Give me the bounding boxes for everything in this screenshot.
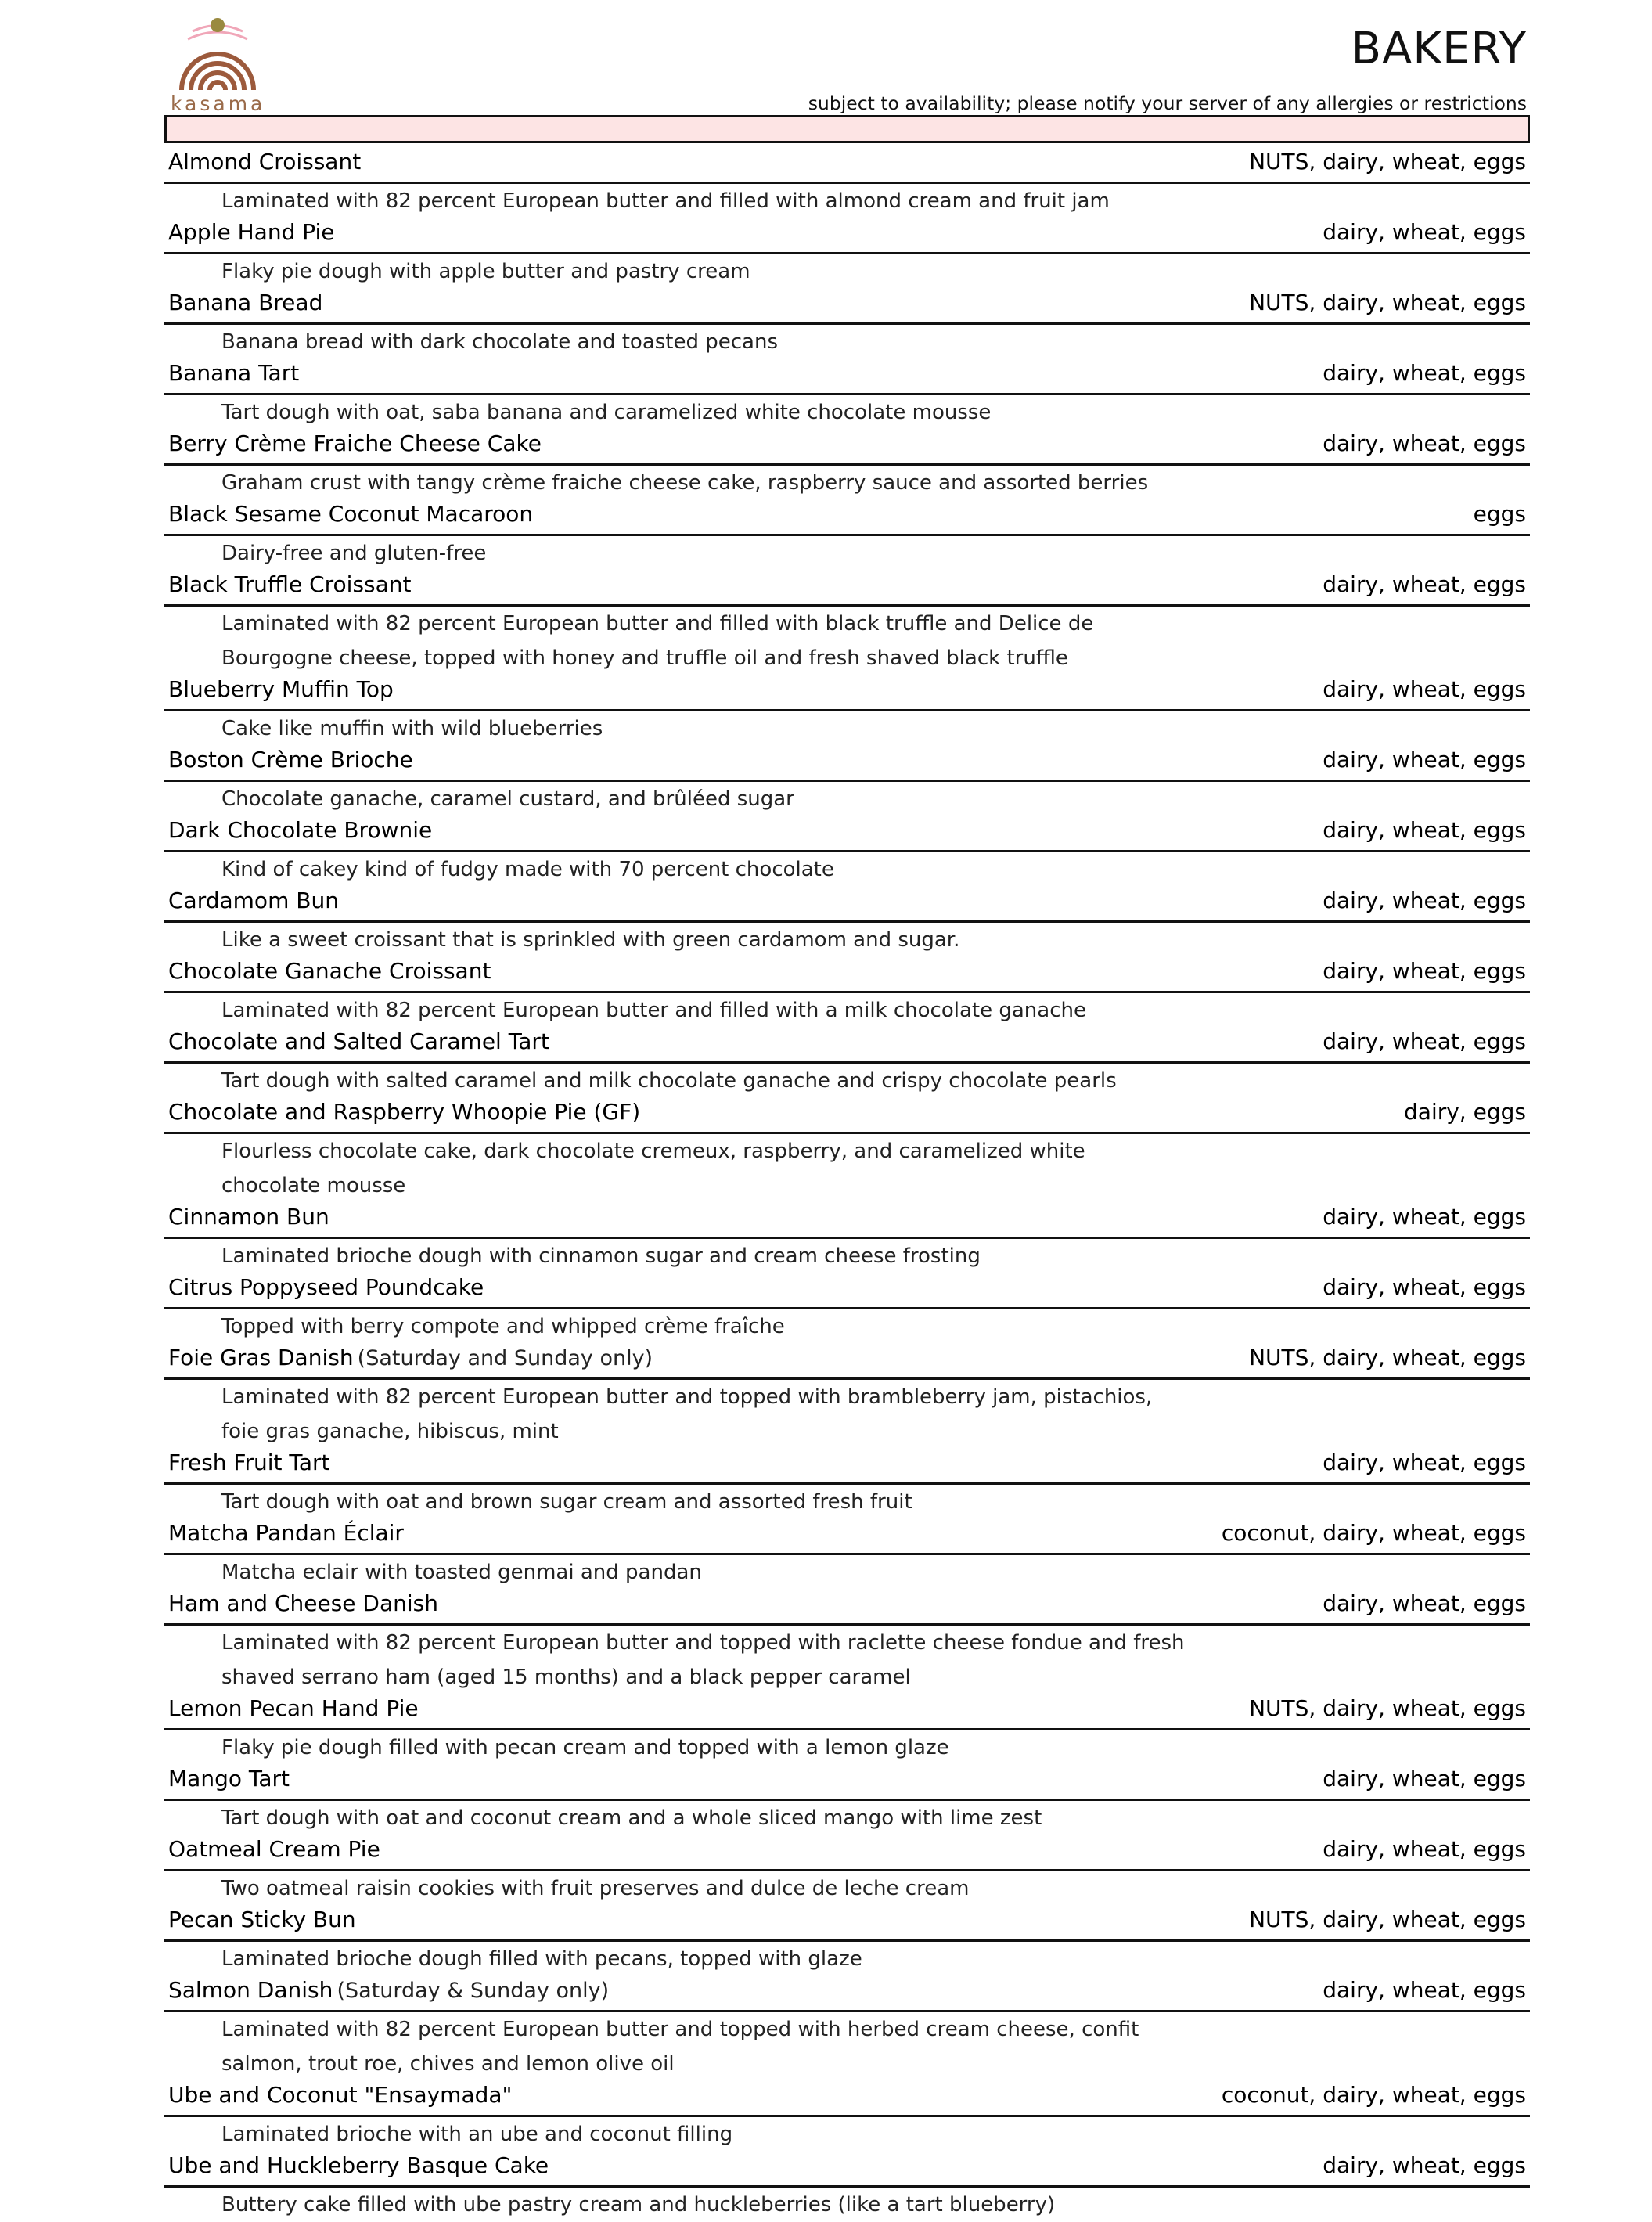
menu-item <box>164 1590 1530 1694</box>
menu-item-name: Banana Bread <box>168 290 323 315</box>
menu-item-name: Lemon Pecan Hand Pie <box>168 1695 419 1721</box>
menu-item-description: Laminated with 82 percent European butter and topped with herbed cream cheese, confit salmon, trout roe, chives and lemon olive oil <box>221 2018 1139 2076</box>
menu-item-allergens: dairy, wheat, eggs <box>1323 1766 1526 1792</box>
menu-item <box>164 887 1530 957</box>
menu-item-allergens: NUTS, dairy, wheat, eggs <box>1249 1695 1526 1721</box>
menu-item <box>164 359 1530 430</box>
menu-item-name: Dark Chocolate Brownie <box>168 817 433 843</box>
kasama-logo <box>171 16 272 116</box>
menu-item <box>164 1765 1530 1835</box>
menu-item <box>164 430 1530 500</box>
menu-item <box>164 289 1530 359</box>
menu-item-name: Oatmeal Cream Pie <box>168 1836 380 1862</box>
menu-item-description: Buttery cake filled with ube pastry cream and huckleberries (like a tart blueberry) <box>221 2193 1056 2217</box>
menu-item-header <box>164 1765 1530 1801</box>
menu-item-header <box>164 1590 1530 1626</box>
menu-item-allergens: dairy, wheat, eggs <box>1323 571 1526 597</box>
menu-item-name: Banana Tart <box>168 360 300 386</box>
menu-item-description: Laminated with 82 percent European butter and topped with brambleberry jam, pistachios, foie gras ganache, hibiscus, mint <box>221 1385 1153 1443</box>
menu-item-description: Matcha eclair with toasted genmai and pandan <box>221 1561 702 1584</box>
menu-item-allergens: dairy, wheat, eggs <box>1323 2152 1526 2178</box>
menu-item-description: Two oatmeal raisin cookies with fruit preserves and dulce de leche cream <box>221 1877 970 1900</box>
menu-item <box>164 1519 1530 1590</box>
menu-item-description: Banana bread with dark chocolate and toasted pecans <box>221 330 779 354</box>
menu-item-header <box>164 1028 1530 1064</box>
menu-item-description: Dairy-free and gluten-free <box>221 542 487 565</box>
menu-list <box>164 148 1530 2222</box>
menu-item-name: Chocolate Ganache Croissant <box>168 958 491 984</box>
rainbow-logo-icon <box>171 16 265 94</box>
menu-item-allergens: coconut, dairy, wheat, eggs <box>1221 1520 1526 1546</box>
menu-item-allergens: dairy, wheat, eggs <box>1323 888 1526 913</box>
menu-item-description: Cake like muffin with wild blueberries <box>221 717 603 740</box>
menu-item-name: Fresh Fruit Tart <box>168 1450 330 1475</box>
menu-item-header <box>164 1098 1530 1134</box>
menu-item-name: Ham and Cheese Danish <box>168 1590 439 1616</box>
menu-item-allergens: dairy, wheat, eggs <box>1323 1836 1526 1862</box>
menu-item-name: Ube and Coconut "Ensaymada" <box>168 2082 513 2108</box>
menu-item <box>164 1028 1530 1098</box>
menu-item-allergens: eggs <box>1473 501 1526 527</box>
menu-item-allergens: dairy, wheat, eggs <box>1323 430 1526 456</box>
menu-item <box>164 1203 1530 1273</box>
menu-item <box>164 675 1530 746</box>
menu-item-name: Salmon Danish <box>168 1977 333 2003</box>
logo-wordmark: kasama <box>171 92 266 115</box>
header-band <box>164 115 1530 143</box>
menu-item-header <box>164 2081 1530 2117</box>
menu-item <box>164 816 1530 887</box>
menu-item <box>164 500 1530 571</box>
menu-item-header <box>164 1519 1530 1555</box>
menu-item-description: Flourless chocolate cake, dark chocolate cremeux, raspberry, and caramelized white chocolate mousse <box>221 1140 1085 1197</box>
menu-item <box>164 1449 1530 1519</box>
menu-item-name: Blueberry Muffin Top <box>168 676 394 702</box>
menu-item <box>164 1273 1530 1344</box>
menu-item <box>164 148 1530 218</box>
menu-item-allergens: dairy, wheat, eggs <box>1323 958 1526 984</box>
menu-item-allergens: dairy, wheat, eggs <box>1323 1028 1526 1054</box>
menu-item-header <box>164 430 1530 466</box>
menu-item-description: Laminated with 82 percent European butter and filled with almond cream and fruit jam <box>221 189 1110 213</box>
menu-item-description: Chocolate ganache, caramel custard, and brûléed sugar <box>221 787 794 811</box>
menu-item-header <box>164 359 1530 395</box>
menu-item-name: Chocolate and Salted Caramel Tart <box>168 1028 549 1054</box>
menu-item-name: Foie Gras Danish <box>168 1345 354 1370</box>
menu-item-header <box>164 675 1530 711</box>
menu-item-name: Berry Crème Fraiche Cheese Cake <box>168 430 542 456</box>
menu-item-name: Black Truffle Croissant <box>168 571 412 597</box>
menu-item-allergens: dairy, wheat, eggs <box>1323 1977 1526 2003</box>
menu-item-header <box>164 1694 1530 1730</box>
menu-item-header <box>164 1976 1530 2012</box>
menu-item-header <box>164 746 1530 782</box>
menu-item-header <box>164 1273 1530 1309</box>
menu-item-name: Pecan Sticky Bun <box>168 1907 356 1932</box>
menu-item-allergens: dairy, wheat, eggs <box>1323 747 1526 772</box>
menu-item-description: Topped with berry compote and whipped crème fraîche <box>221 1315 785 1338</box>
menu-item <box>164 1976 1530 2081</box>
menu-item-description: Tart dough with oat, saba banana and caramelized white chocolate mousse <box>221 401 992 424</box>
menu-item-header <box>164 957 1530 993</box>
menu-item <box>164 2152 1530 2222</box>
menu-item-name: Chocolate and Raspberry Whoopie Pie (GF) <box>168 1099 641 1125</box>
menu-item-allergens: NUTS, dairy, wheat, eggs <box>1249 149 1526 175</box>
menu-item-allergens: NUTS, dairy, wheat, eggs <box>1249 290 1526 315</box>
menu-item-description: Flaky pie dough with apple butter and pastry cream <box>221 260 750 283</box>
menu-item-description: Like a sweet croissant that is sprinkled with green cardamom and sugar. <box>221 928 960 952</box>
menu-item-allergens: dairy, wheat, eggs <box>1323 1590 1526 1616</box>
menu-item-description: Laminated with 82 percent European butter and filled with black truffle and Delice de Bourgogne cheese, topped with honey and truffle oil and fresh shaved black truffle <box>221 612 1094 670</box>
menu-item-header <box>164 1835 1530 1871</box>
menu-item-description: Tart dough with oat and coconut cream and a whole sliced mango with lime zest <box>221 1806 1042 1830</box>
menu-item-allergens: dairy, wheat, eggs <box>1323 1204 1526 1230</box>
page-subtitle: subject to availability; please notify your server of any allergies or restrictions <box>808 92 1527 114</box>
menu-item <box>164 1098 1530 1203</box>
menu-item-name: Cinnamon Bun <box>168 1204 329 1230</box>
menu-item-allergens: dairy, wheat, eggs <box>1323 219 1526 245</box>
menu-item-description: Laminated brioche dough filled with pecans, topped with glaze <box>221 1947 862 1971</box>
menu-item-allergens: NUTS, dairy, wheat, eggs <box>1249 1345 1526 1370</box>
menu-item-header <box>164 1906 1530 1942</box>
menu-item <box>164 571 1530 675</box>
menu-item-description: Laminated with 82 percent European butter and topped with raclette cheese fondue and fresh shaved serrano ham (aged 15 months) and a black pepper caramel <box>221 1631 1185 1689</box>
menu-item <box>164 2081 1530 2152</box>
menu-item-allergens: dairy, wheat, eggs <box>1323 360 1526 386</box>
menu-item-allergens: dairy, wheat, eggs <box>1323 817 1526 843</box>
menu-item-allergens: dairy, wheat, eggs <box>1323 1450 1526 1475</box>
menu-item <box>164 957 1530 1028</box>
menu-item-description: Flaky pie dough filled with pecan cream and topped with a lemon glaze <box>221 1736 949 1759</box>
menu-item <box>164 1906 1530 1976</box>
menu-item-header <box>164 500 1530 536</box>
menu-item <box>164 1835 1530 1906</box>
menu-item-allergens: dairy, wheat, eggs <box>1323 676 1526 702</box>
menu-item-name: Ube and Huckleberry Basque Cake <box>168 2152 549 2178</box>
menu-item-description: Laminated with 82 percent European butter and filled with a milk chocolate ganache <box>221 999 1086 1022</box>
menu-item <box>164 746 1530 816</box>
menu-item-header <box>164 887 1530 923</box>
menu-item-allergens: dairy, wheat, eggs <box>1323 1274 1526 1300</box>
menu-item-header <box>164 1344 1530 1380</box>
menu-item-header <box>164 289 1530 325</box>
menu-item-name: Matcha Pandan Éclair <box>168 1520 404 1546</box>
menu-item-header <box>164 816 1530 852</box>
menu-item <box>164 1344 1530 1449</box>
menu-item-name: Almond Croissant <box>168 149 362 175</box>
menu-item-header <box>164 2152 1530 2188</box>
menu-item-description: Laminated brioche dough with cinnamon sugar and cream cheese frosting <box>221 1244 981 1268</box>
page-title: BAKERY <box>1351 23 1527 74</box>
menu-item-allergens: NUTS, dairy, wheat, eggs <box>1249 1907 1526 1932</box>
menu-item-name: Citrus Poppyseed Poundcake <box>168 1274 484 1300</box>
menu-item-allergens: dairy, eggs <box>1404 1099 1526 1125</box>
menu-item-allergens: coconut, dairy, wheat, eggs <box>1221 2082 1526 2108</box>
menu-item-description: Tart dough with salted caramel and milk chocolate ganache and crispy chocolate pearls <box>221 1069 1117 1093</box>
menu-item-name: Cardamom Bun <box>168 888 339 913</box>
menu-item <box>164 1694 1530 1765</box>
menu-item-name: Mango Tart <box>168 1766 290 1792</box>
menu-item-note: (Saturday & Sunday only) <box>337 1979 610 2003</box>
menu-item <box>164 218 1530 289</box>
menu-item-header <box>164 218 1530 254</box>
menu-item-header <box>164 148 1530 184</box>
menu-item-name: Apple Hand Pie <box>168 219 335 245</box>
menu-item-description: Graham crust with tangy crème fraiche cheese cake, raspberry sauce and assorted berries <box>221 471 1149 495</box>
menu-item-note: (Saturday and Sunday only) <box>357 1346 653 1370</box>
menu-item-description: Laminated brioche with an ube and coconut filling <box>221 2123 733 2146</box>
menu-item-description: Kind of cakey kind of fudgy made with 70 percent chocolate <box>221 858 834 881</box>
menu-item-header <box>164 571 1530 607</box>
menu-item-name: Boston Crème Brioche <box>168 747 413 772</box>
menu-item-name: Black Sesame Coconut Macaroon <box>168 501 534 527</box>
menu-item-header <box>164 1449 1530 1485</box>
menu-item-description: Tart dough with oat and brown sugar cream and assorted fresh fruit <box>221 1490 912 1514</box>
menu-item-header <box>164 1203 1530 1239</box>
